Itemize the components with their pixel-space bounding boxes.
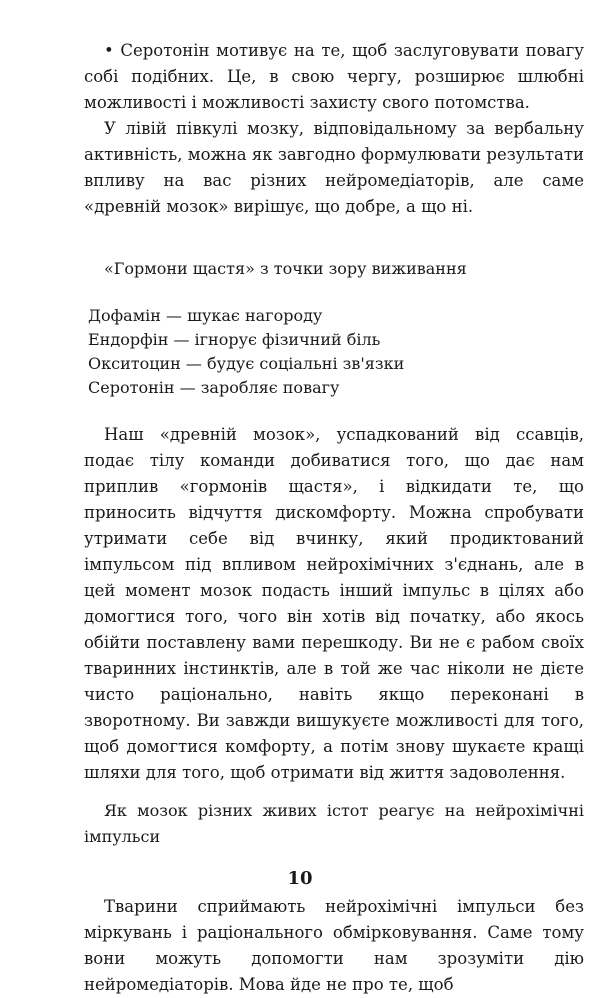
paragraph-serotonin-respect [84, 38, 584, 116]
paragraph-3-text: Наш «древній мозок», успадкований від ссавців, подає тілу команди добиватися того, що дає нам приплив «гормонів щастя», і відкидати те, що приносить відчуття дискомфорту. Можна спробувати утримати себе від вчинку, який продиктований імпульсом під впливом нейрохімічних з'єднань, але в цей момент мозок подасть інший імпульс в цілях або домогтися того, чого він хотів від початку, або якось обійти поставлену вами перешкоду. Ви не є рабом своїх тваринних інстинктів, але в той же час ніколи не дієте чисто раціонально, навіть якщо переконані в зворотному. Ви завжди вишукуєте можливості для того, щоб домогтися комфорту, а потім знову шукаєте кращі шляхи для того, щоб отримати від життя задоволення. [84, 425, 584, 782]
page-number: 10 [287, 868, 313, 889]
section-heading-happiness-hormones [84, 256, 584, 282]
paragraph-1-text: • Серотонін мотивує на те, щоб заслуговувати повагу собі подібних. Це, в свою чергу, розширює шлюбні можливості і можливості захисту свого потомства. [84, 41, 584, 112]
page-content [84, 38, 584, 998]
paragraph-ancient-brain [84, 422, 584, 786]
section-heading-brain-reaction [84, 798, 584, 850]
hormones-list [84, 304, 584, 400]
paragraph-4-text: Тварини сприймають нейрохімічні імпульси без міркувань і раціонального обмірковування. Саме тому вони можуть допомогти нам зрозуміти дію нейромедіаторів. Мова йде не про те, щоб [84, 897, 584, 994]
paragraph-2-text: У лівій півкулі мозку, відповідальному за вербальну активність, можна як завгодно формулювати результати впливу на вас різних нейромедіаторів, але саме «древній мозок» вирішує, що добре, а що ні. [84, 119, 584, 216]
heading-1-text: «Гормони щастя» з точки зору виживання [104, 259, 467, 278]
list-item: Дофамін — шукає нагороду [88, 306, 323, 325]
list-item: Окситоцин — будує соціальні зв'язки [88, 354, 405, 373]
paragraph-left-hemisphere [84, 116, 584, 220]
heading-2-text: Як мозок різних живих істот реагує на нейрохімічні імпульси [84, 801, 584, 846]
paragraph-animals [84, 894, 584, 998]
list-item: Серотонін — заробляє повагу [88, 378, 340, 397]
list-item: Ендорфін — ігнорує фізичний біль [88, 330, 381, 349]
